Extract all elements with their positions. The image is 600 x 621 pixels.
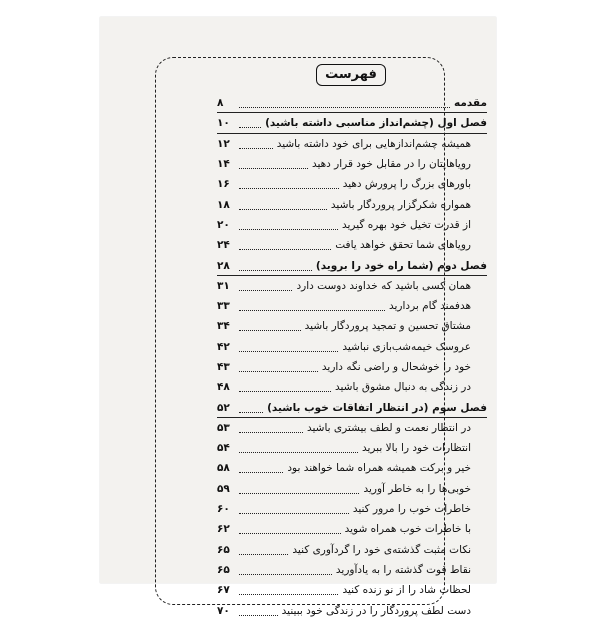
toc-entry-title: خوبی‌ها را به خاطر آورید <box>363 482 471 495</box>
toc-entry-title: نکات مثبت گذشته‌ی خود را گردآوری کنید <box>292 543 471 556</box>
toc-leader-dots <box>239 240 331 250</box>
toc-entry-title: خیر و برکت همیشه همراه شما خواهند بود <box>287 462 471 475</box>
toc-page-number: ۲۴ <box>217 239 230 252</box>
toc-leader-dots <box>239 585 338 595</box>
toc-page-number: ۶۵ <box>217 563 230 576</box>
toc-page-number: ۱۲ <box>217 137 230 150</box>
toc-item-row <box>217 276 487 296</box>
toc-entry-title: همیشه چشم‌اندازهایی برای خود داشته باشید <box>276 137 471 150</box>
toc-entry-title: فصل سوم (در انتظار اتفاقات خوب باشید) <box>267 401 487 414</box>
book-page <box>100 17 496 617</box>
toc-item-row <box>217 458 487 478</box>
toc-entry-title: انتظارات خود را بالا ببرید <box>361 442 471 455</box>
toc-chapter-row <box>217 397 487 417</box>
toc-item-row <box>217 600 487 620</box>
toc-entry-title: همواره شکرگزار پروردگار باشید <box>330 198 471 211</box>
toc-entry-title: رویاهای شما تحقق خواهد یافت <box>335 239 471 252</box>
toc-page-number: ۳۴ <box>217 320 230 333</box>
toc-leader-dots <box>239 504 349 514</box>
toc-page-number: ۴۸ <box>217 381 230 394</box>
toc-list <box>217 93 487 621</box>
toc-page-number: ۲۸ <box>217 259 230 272</box>
toc-entry-title: مشتاق تحسین و تمجید پروردگار باشید <box>304 320 471 333</box>
toc-title: فهرست <box>316 64 386 86</box>
toc-item-row <box>217 174 487 194</box>
toc-chapter-row <box>217 113 487 133</box>
toc-leader-dots <box>239 200 327 210</box>
toc-page-number: ۵۳ <box>217 421 230 434</box>
toc-page-number: ۴۲ <box>217 340 230 353</box>
toc-leader-dots <box>239 179 339 189</box>
toc-page-number: ۶۰ <box>217 503 230 516</box>
toc-entry-title: خاطرات خوب را مرور کنید <box>352 503 471 516</box>
toc-leader-dots <box>239 159 308 169</box>
toc-leader-dots <box>239 524 341 534</box>
toc-leader-dots <box>239 382 331 392</box>
toc-item-row <box>217 235 487 255</box>
toc-page-number: ۵۸ <box>217 462 230 475</box>
toc-leader-dots <box>239 545 288 555</box>
toc-entry-title: همان کسی باشید که خداوند دوست دارد <box>296 279 471 292</box>
toc-leader-dots <box>239 281 292 291</box>
toc-page-number: ۲۰ <box>217 218 230 231</box>
toc-entry-title: عروسک خیمه‌شب‌بازی نباشید <box>342 340 471 353</box>
toc-entry-title: دست لطف پروردگار را در زندگی خود ببینید <box>281 604 471 617</box>
toc-leader-dots <box>239 565 332 575</box>
toc-entry-title: با خاطرات خوب همراه شوید <box>344 523 471 536</box>
toc-entry-title: فصل دوم (شما راه خود را بروید) <box>315 259 487 272</box>
toc-item-row <box>217 580 487 600</box>
toc-page-number: ۷۰ <box>217 604 230 617</box>
toc-item-row <box>217 418 487 438</box>
toc-page-number: ۶۵ <box>217 543 230 556</box>
toc-entry-title: خود را خوشحال و راضی نگه دارید <box>321 361 471 373</box>
toc-leader-dots <box>239 362 318 372</box>
toc-leader-dots <box>239 98 450 108</box>
toc-entry-title: نقاط قوت گذشته را به یادآورید <box>335 563 471 576</box>
toc-leader-dots <box>239 606 278 616</box>
toc-leader-dots <box>239 423 303 433</box>
toc-item-row <box>217 479 487 499</box>
toc-leader-dots <box>239 342 338 352</box>
toc-leader-dots <box>239 443 358 453</box>
toc-item-row <box>217 296 487 316</box>
toc-entry-title: باورهای بزرگ را پرورش دهید <box>342 178 471 191</box>
toc-item-row <box>217 438 487 458</box>
toc-page-number: ۳۳ <box>217 300 230 313</box>
toc-item-row <box>217 357 487 377</box>
toc-page-number: ۱۰ <box>217 117 230 130</box>
toc-item-row <box>217 560 487 580</box>
toc-entry-title: هدفمند گام بردارید <box>388 300 471 313</box>
toc-item-row <box>217 154 487 174</box>
toc-item-row <box>217 499 487 519</box>
toc-item-row <box>217 337 487 357</box>
toc-leader-dots <box>239 139 273 149</box>
toc-leader-dots <box>239 484 359 494</box>
toc-item-row <box>217 316 487 336</box>
toc-leader-dots <box>239 403 263 413</box>
toc-entry-title: لحظات شاد را از نو زنده کنید <box>342 584 471 597</box>
toc-leader-dots <box>239 321 301 331</box>
toc-page-number: ۵۹ <box>217 482 230 495</box>
toc-chapter-row <box>217 255 487 275</box>
toc-page-number: ۱۸ <box>217 198 230 211</box>
toc-page-number: ۵۲ <box>217 401 230 414</box>
toc-page-number: ۳۱ <box>217 279 230 292</box>
toc-entry-title: فصل اول (چشم‌انداز مناسبی داشته باشید) <box>265 117 487 130</box>
toc-entry-title: در انتظار نعمت و لطف بیشتری باشید <box>306 421 471 434</box>
toc-item-row <box>217 194 487 214</box>
toc-item-row <box>217 540 487 560</box>
toc-entry-title: رویاهایتان را در مقابل خود قرار دهید <box>311 158 471 171</box>
toc-page-number: ۶۷ <box>217 584 230 597</box>
toc-item-row <box>217 377 487 397</box>
toc-entry-title: در زندگی به دنبال مشوق باشید <box>335 381 471 394</box>
toc-leader-dots <box>239 301 385 311</box>
toc-page-number: ۵۴ <box>217 442 230 455</box>
toc-item-row <box>217 519 487 539</box>
toc-page-number: ۱۴ <box>217 158 230 171</box>
toc-item-row <box>217 215 487 235</box>
toc-item-row <box>217 134 487 154</box>
toc-page-number: ۴۳ <box>217 361 230 373</box>
toc-entry-title: از قدرت تخیل خود بهره گیرید <box>341 218 471 231</box>
toc-leader-dots <box>239 118 261 128</box>
toc-leader-dots <box>239 261 312 271</box>
toc-page-number: ۱۶ <box>217 178 230 191</box>
toc-leader-dots <box>239 463 283 473</box>
toc-page-number: ۸ <box>217 97 224 110</box>
toc-entry-title: مقدمه <box>454 97 487 110</box>
toc-leader-dots <box>239 220 338 230</box>
toc-page-number: ۶۲ <box>217 523 230 536</box>
toc-chapter-row <box>217 93 487 113</box>
